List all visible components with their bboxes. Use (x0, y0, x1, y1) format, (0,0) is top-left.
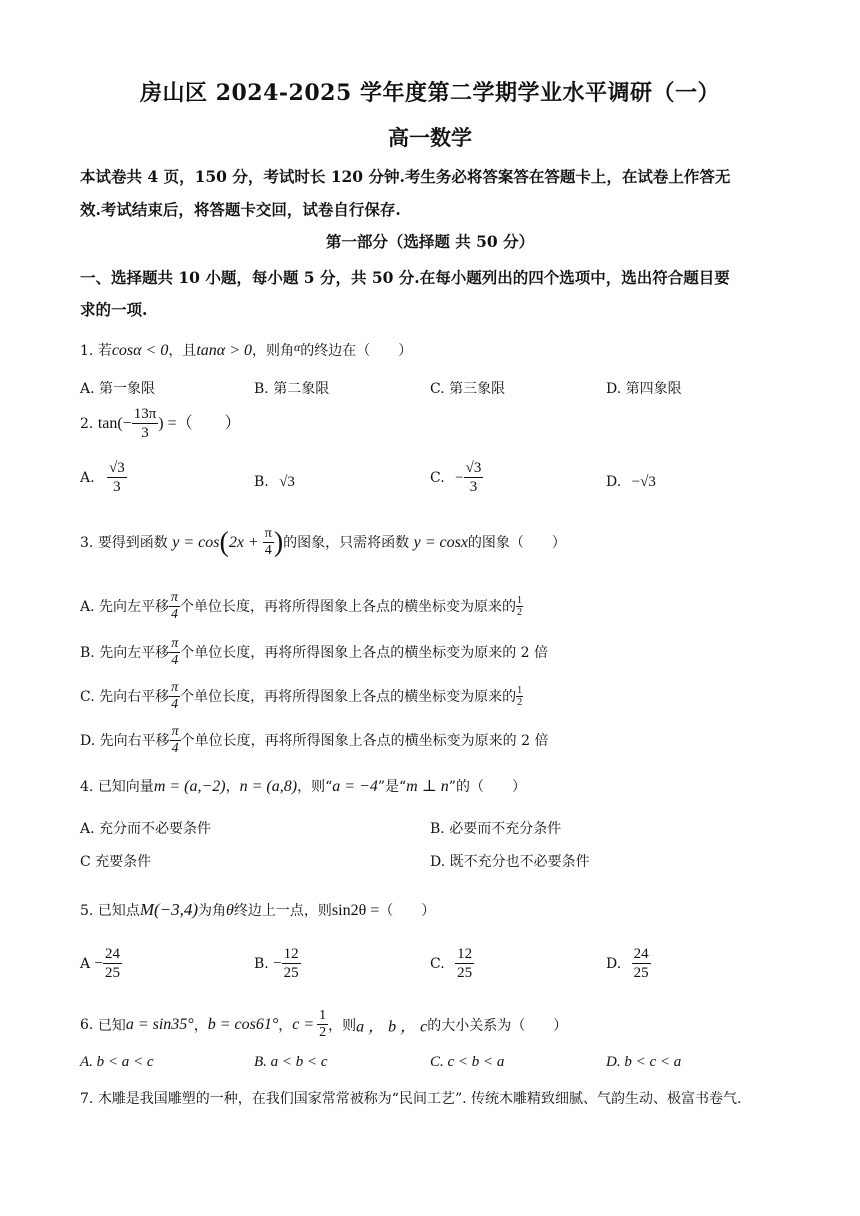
question-text: 木雕是我国雕塑的一种，在我们国家常常被称为“民间工艺”. 传统木雕精致细腻、气韵生动、极富书卷气. (97, 1091, 742, 1107)
math-expression: sin2θ = (331, 902, 380, 919)
q5-option-d (606, 946, 651, 982)
q2-option-b (254, 474, 295, 491)
question-1 (80, 340, 412, 360)
math-expression: 2x + (228, 533, 263, 551)
math-expression: a = −4 (332, 778, 378, 795)
option-label: C. (430, 470, 445, 487)
math-fraction (169, 680, 180, 714)
fraction-denominator: 4 (171, 741, 179, 757)
fraction-denominator: 3 (113, 479, 121, 496)
math-expression: −√3 (631, 474, 656, 490)
part-one-title: 第一部分（选择题 共 50 分） (325, 232, 535, 251)
fraction-numerator: 1 (517, 594, 523, 606)
question-number: 4. (80, 779, 94, 795)
question-number: 2. (80, 416, 94, 433)
math-fraction (169, 590, 180, 624)
q5-option-a (80, 946, 122, 982)
question-2 (80, 406, 241, 442)
instructions-line-2: 效.考试结束后，将答题卡交回，试卷自行保存. (80, 200, 401, 219)
question-text: 已知向量 (97, 779, 154, 795)
option-text: 个单位长度，再将所得图象上各点的横坐标变为原来的 2 倍 (180, 644, 549, 661)
math-expression: b = cos61° (207, 1015, 279, 1033)
math-sign: − (273, 955, 282, 972)
question-number: 3. (80, 534, 94, 551)
section-heading-line-2: 求的一项. (80, 300, 148, 319)
question-text: 为角 (198, 903, 227, 919)
math-paren: ) (273, 526, 284, 558)
question-number: 6. (80, 1016, 94, 1033)
q5-option-c (430, 946, 474, 982)
q1-option-b: B. 第二象限 (254, 381, 330, 397)
fraction-numerator: √3 (464, 460, 484, 478)
question-number: 1. (80, 343, 94, 359)
option-text: C. 先向右平移 (80, 688, 170, 705)
question-6 (80, 1008, 567, 1042)
option-text: 个单位长度，再将所得图象上各点的横坐标变为原来的 2 倍 (180, 732, 549, 749)
q3-option-b (80, 636, 548, 670)
q1-option-a: A. 第一象限 (80, 381, 156, 397)
option-label: A. (80, 470, 95, 487)
fraction-denominator: 3 (141, 425, 149, 442)
question-text: 终边上一点，则 (233, 903, 332, 919)
question-text: 若 (97, 343, 112, 359)
q1-option-d: D. 第四象限 (606, 381, 682, 397)
q5-option-b (254, 946, 301, 982)
question-text: 的终边在（ ） (300, 343, 413, 359)
fraction-numerator: π (169, 636, 180, 653)
fraction-numerator: 12 (455, 946, 474, 964)
fraction-denominator: 4 (171, 697, 179, 713)
q4-option-b: B. 必要而不充分条件 (430, 821, 562, 837)
question-5 (80, 900, 435, 920)
question-text: ， (193, 1017, 208, 1034)
q6-option-b: B. a < b < c (254, 1054, 328, 1070)
option-text: A. 先向左平移 (80, 598, 170, 615)
math-expression: a ， b ， c (356, 1018, 428, 1036)
option-label: B. (254, 956, 269, 973)
question-text: 的图象，只需将函数 (283, 534, 410, 551)
option-text: D. 先向右平移 (80, 732, 170, 749)
fraction-denominator: 25 (105, 965, 121, 982)
q3-option-c (80, 680, 523, 714)
math-fraction (282, 946, 301, 982)
question-text: 的大小关系为（ ） (427, 1017, 568, 1034)
exam-instructions (80, 160, 785, 226)
fraction-denominator: 2 (517, 697, 523, 709)
math-vector-m: m = (a,−2) (153, 778, 226, 795)
q3-option-d (80, 724, 548, 758)
fraction-denominator: 2 (517, 607, 523, 619)
q4-option-a: A. 充分而不必要条件 (80, 821, 212, 837)
question-text: 的图象（ ） (467, 534, 566, 551)
exam-title: 房山区 2024-2025 学年度第二学期学业水平调研（一） (140, 80, 720, 106)
question-number: 5. (80, 903, 94, 919)
question-text: 要得到函数 (97, 534, 168, 551)
fraction-denominator: 25 (633, 965, 649, 982)
math-fraction (169, 636, 180, 670)
math-fraction (107, 460, 127, 496)
q6-option-a: A. b < a < c (80, 1054, 154, 1070)
fraction-denominator: 2 (319, 1025, 327, 1041)
question-7 (80, 1088, 741, 1108)
question-text: 已知 (97, 1017, 126, 1034)
option-label: B. (254, 474, 269, 490)
option-label: D. (606, 474, 622, 490)
question-text: ，则 (328, 1017, 357, 1034)
q4-option-d: D. 既不充分也不必要条件 (430, 854, 590, 870)
math-fraction (516, 595, 523, 620)
q2-option-a (80, 460, 127, 496)
fraction-numerator: 24 (103, 946, 122, 964)
math-fraction (263, 526, 274, 560)
q6-option-d: D. b < c < a (606, 1054, 682, 1070)
math-fraction (516, 685, 523, 710)
option-label: D. (606, 956, 622, 973)
option-text: 个单位长度，再将所得图象上各点的横坐标变为原来的 (180, 688, 517, 705)
question-text: ， (278, 1017, 293, 1034)
math-sign: − (94, 955, 104, 972)
math-sign: − (455, 469, 464, 486)
option-text: 个单位长度，再将所得图象上各点的横坐标变为原来的 (180, 598, 517, 615)
option-label: A (80, 956, 91, 973)
fraction-numerator: 12 (282, 946, 301, 964)
math-fraction (103, 946, 122, 982)
fraction-denominator: 3 (469, 479, 478, 496)
fraction-denominator: 25 (283, 965, 299, 982)
q2-option-c (430, 460, 483, 496)
math-fraction (317, 1008, 328, 1042)
math-fraction (464, 460, 484, 496)
fraction-numerator: π (169, 590, 180, 607)
q3-option-a (80, 590, 523, 624)
math-fraction (455, 946, 474, 982)
question-text: ，则“ (297, 779, 333, 795)
instructions-line-1: 本试卷共 4 页，150 分，考试时长 120 分钟.考生务必将答案答在答题卡上，在试卷上作答无 (80, 167, 731, 186)
question-3 (80, 526, 566, 560)
fraction-numerator: √3 (107, 460, 127, 478)
question-text: （ ） (379, 903, 436, 919)
fraction-numerator: 1 (517, 684, 523, 696)
math-expression: y = cos (172, 533, 220, 551)
fraction-numerator: 13π (132, 406, 159, 424)
math-expression: m ⊥ n (406, 778, 449, 795)
section-heading-line-1: 一、选择题共 10 小题，每小题 5 分，共 50 分.在每小题列出的四个选项中，选出符合题目要 (80, 268, 730, 287)
math-expression: tan(− (97, 415, 132, 433)
fraction-numerator: π (169, 680, 180, 697)
math-expression: √3 (279, 474, 295, 490)
math-fraction (170, 724, 181, 758)
math-expression: y = cosx (413, 533, 468, 551)
math-fraction (132, 406, 159, 442)
question-text: ， (225, 779, 240, 795)
question-text: ”的（ ） (448, 779, 526, 795)
q6-option-c: C. c < b < a (430, 1054, 505, 1070)
fraction-denominator: 25 (457, 965, 473, 982)
math-expression: cosα < 0 (111, 342, 169, 359)
q4-option-c: C 充要条件 (80, 854, 152, 870)
question-text: ，且 (168, 343, 197, 359)
math-expression: ) =（ ） (158, 415, 241, 433)
option-label: C. (430, 956, 445, 973)
fraction-numerator: 1 (317, 1008, 328, 1025)
q2-option-d (606, 474, 656, 491)
fraction-numerator: π (170, 724, 181, 741)
option-text: B. 先向左平移 (80, 644, 170, 661)
question-text: 已知点 (97, 903, 140, 919)
q1-option-c: C. 第三象限 (430, 381, 506, 397)
fraction-numerator: π (263, 526, 274, 543)
math-fraction (632, 946, 651, 982)
fraction-denominator: 4 (264, 543, 272, 559)
fraction-denominator: 4 (171, 607, 179, 623)
math-vector-n: n = (a,8) (239, 778, 298, 795)
section-one-heading (80, 262, 785, 326)
fraction-denominator: 4 (171, 653, 179, 669)
exam-subject: 高一数学 (388, 125, 472, 150)
math-variable: α (293, 340, 301, 354)
question-4 (80, 776, 526, 796)
math-variable: θ (226, 902, 234, 919)
math-expression: c = (292, 1015, 315, 1033)
question-text: ”是“ (377, 779, 407, 795)
math-paren: ( (219, 526, 229, 558)
math-expression: a = sin35° (125, 1015, 194, 1033)
question-text: ，则角 (251, 343, 294, 359)
math-expression: tanα > 0 (196, 342, 252, 359)
question-number: 7. (80, 1091, 94, 1107)
fraction-numerator: 24 (632, 946, 651, 964)
math-point: M(−3,4) (139, 900, 199, 919)
